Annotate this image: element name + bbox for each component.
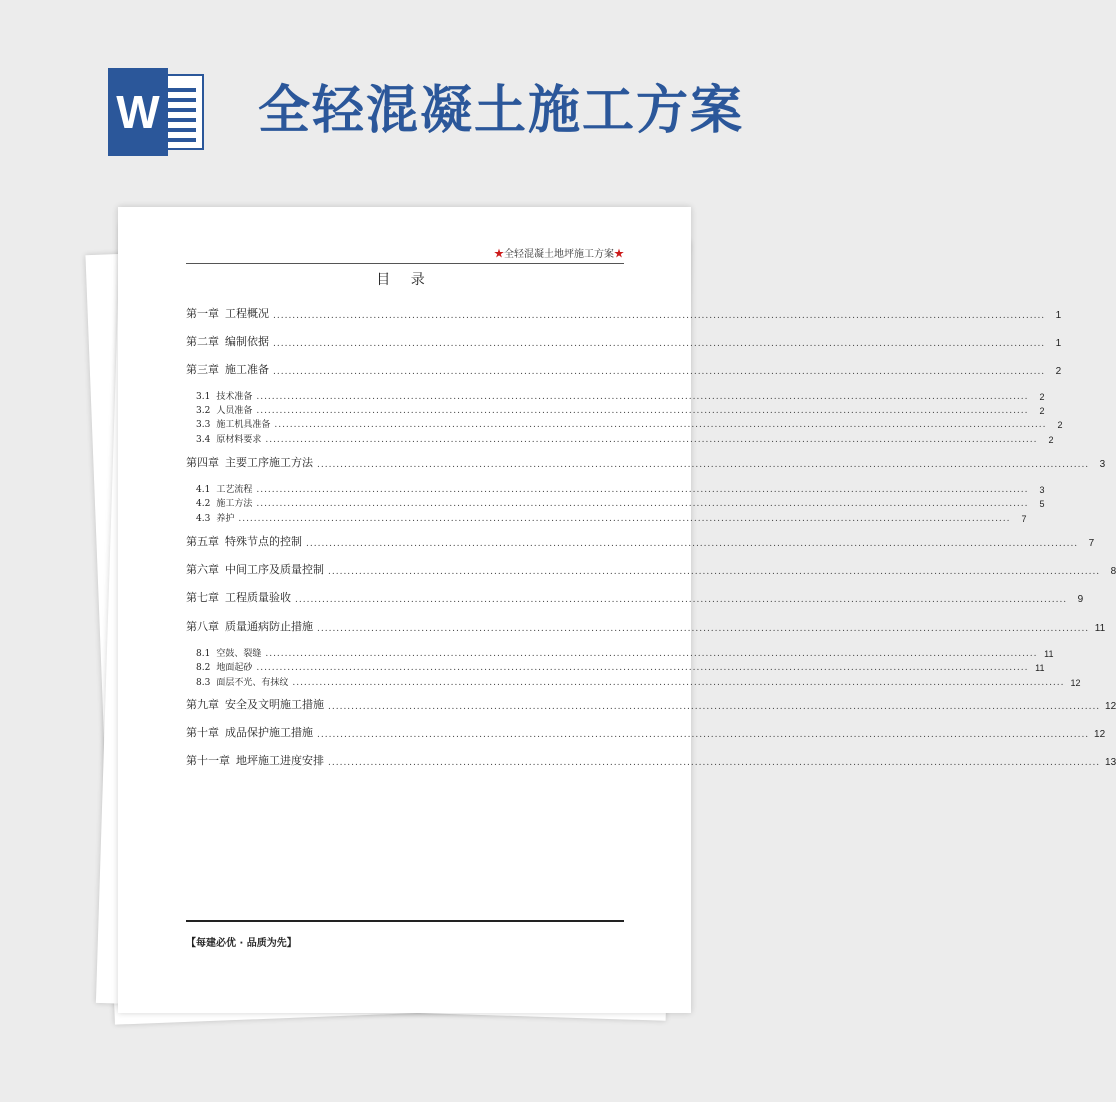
toc-page-number: 2 [1048, 435, 1054, 445]
toc-page-number: 2 [1039, 406, 1045, 416]
word-logo-letter: W [108, 68, 168, 156]
toc-leader-dots: ........................................................................................................................................................................................................ [256, 406, 1029, 416]
toc-page-number: 3 [1039, 485, 1045, 495]
toc-leader-dots: ........................................................................................................................................................................................................ [273, 367, 1046, 377]
toc-leader-dots: ........................................................................................................................................................................................................ [328, 758, 1101, 768]
toc-entry-title: 养护 [216, 514, 235, 524]
toc-entry[interactable] [186, 535, 1095, 549]
toc-leader-dots: ........................................................................................................................................................................................................ [317, 460, 1090, 470]
toc-entry[interactable] [186, 335, 1062, 349]
toc-entry-number: 第七章 [186, 591, 219, 604]
toc-entry[interactable] [196, 497, 1045, 509]
toc-page-number: 8 [1110, 566, 1116, 577]
toc-entry-number: 第六章 [186, 563, 219, 576]
banner [0, 0, 780, 200]
toc-entry[interactable] [186, 754, 1116, 768]
toc-entry[interactable] [186, 620, 1106, 634]
toc-entry-number: 第十章 [186, 726, 219, 739]
footer-divider [186, 920, 624, 922]
toc-entry-number: 4.2 [196, 499, 211, 509]
toc-entry-title: 地坪施工进度安排 [236, 754, 324, 767]
toc-leader-dots: ........................................................................................................................................................................................................ [273, 311, 1046, 321]
toc-leader-dots: ........................................................................................................................................................................................................ [256, 663, 1029, 673]
toc-entry-number: 4.3 [196, 514, 211, 524]
toc-page-number: 7 [1088, 538, 1095, 549]
toc-entry-number: 3.1 [196, 392, 211, 402]
toc-page-number: 3 [1099, 459, 1106, 470]
page-header [186, 247, 624, 264]
toc-entry[interactable] [186, 307, 1062, 321]
word-document-icon [108, 68, 208, 156]
toc-entry[interactable] [186, 591, 1084, 605]
toc-page-number: 2 [1039, 392, 1045, 402]
toc-entry-title: 工程质量验收 [225, 591, 291, 604]
toc-entry-title: 特殊节点的控制 [225, 535, 302, 548]
toc-entry-title: 编制依据 [225, 335, 269, 348]
toc-entry[interactable] [186, 456, 1106, 470]
toc-entry-title: 质量通病防止措施 [225, 620, 313, 633]
toc-leader-dots: ........................................................................................................................................................................................................ [328, 567, 1101, 577]
toc-entry[interactable] [196, 483, 1045, 495]
toc-leader-dots: ........................................................................................................................................................................................................ [265, 435, 1038, 445]
toc-leader-dots: ........................................................................................................................................................................................................ [306, 539, 1079, 549]
toc-entry[interactable] [196, 661, 1045, 673]
toc-entry-number: 8.2 [196, 663, 211, 673]
toc-entry-title: 人员准备 [216, 406, 253, 416]
toc-entry-number: 4.1 [196, 485, 211, 495]
toc-entry-title: 主要工序施工方法 [225, 456, 313, 469]
toc-page-number: 9 [1077, 594, 1084, 605]
toc-entry-title: 面层不光、有抹纹 [216, 678, 289, 688]
toc-page-number: 5 [1039, 499, 1045, 509]
toc-leader-dots: ........................................................................................................................................................................................................ [256, 485, 1029, 495]
toc-entry[interactable] [196, 512, 1027, 524]
toc-entry[interactable] [186, 363, 1062, 377]
toc-entry-title: 地面起砂 [216, 663, 253, 673]
toc-entry-title: 原材料要求 [216, 435, 262, 445]
toc-leader-dots: ........................................................................................................................................................................................................ [317, 730, 1090, 740]
toc-entry-number: 第九章 [186, 698, 219, 711]
toc-page-number: 2 [1057, 420, 1063, 430]
toc-entry-number: 第一章 [186, 307, 219, 320]
main-title: 全轻混凝土施工方案 [258, 81, 745, 141]
toc-page-number: 12 [1094, 729, 1106, 740]
toc-page-number: 12 [1070, 678, 1081, 688]
toc-leader-dots: ........................................................................................................................................................................................................ [317, 624, 1090, 634]
toc-leader-dots: ........................................................................................................................................................................................................ [292, 678, 1065, 688]
toc-leader-dots: ........................................................................................................................................................................................................ [328, 702, 1101, 712]
toc-entry-number: 8.3 [196, 678, 211, 688]
toc-entry-title: 工程概况 [225, 307, 269, 320]
toc-entry-title: 安全及文明施工措施 [225, 698, 324, 711]
toc-leader-dots: ........................................................................................................................................................................................................ [256, 499, 1029, 509]
document-page [118, 207, 1116, 1013]
toc-entry-title: 施工方法 [216, 499, 253, 509]
toc-entry-title: 技术准备 [216, 392, 253, 402]
toc-entry-title: 成品保护施工措施 [225, 726, 313, 739]
star-icon: ★ [494, 249, 504, 260]
toc-entry-title: 空鼓、裂缝 [216, 649, 262, 659]
toc-entry-number: 3.2 [196, 406, 211, 416]
toc-entry-number: 第四章 [186, 456, 219, 469]
toc-entry-number: 3.4 [196, 435, 211, 445]
toc-entry-number: 8.1 [196, 649, 211, 659]
toc-page-number: 11 [1044, 649, 1054, 659]
toc-entry-number: 第三章 [186, 363, 219, 376]
toc-entry[interactable] [186, 563, 1116, 577]
toc-entry[interactable] [186, 726, 1106, 740]
toc-leader-dots: ........................................................................................................................................................................................................ [256, 392, 1029, 402]
toc-entry-title: 工艺流程 [216, 485, 253, 495]
star-icon: ★ [614, 249, 624, 260]
page-header-text: 全轻混凝土地坪施工方案 [504, 249, 614, 260]
toc-page-number: 12 [1105, 701, 1116, 712]
toc-entry[interactable] [196, 676, 1081, 688]
toc-title: 目 录 [376, 272, 433, 288]
toc-page-number: 1 [1055, 338, 1062, 349]
toc-entry-number: 3.3 [196, 420, 211, 430]
footer-slogan: 【每建必优 · 品质为先】 [186, 938, 297, 949]
toc-page-number: 11 [1094, 623, 1106, 634]
toc-entry-title: 中间工序及质量控制 [225, 563, 324, 576]
toc-leader-dots: ........................................................................................................................................................................................................ [238, 514, 1011, 524]
toc-page-number: 13 [1105, 757, 1116, 768]
toc-page-number: 2 [1055, 366, 1062, 377]
toc-entry[interactable] [196, 390, 1045, 402]
toc-entry-number: 第二章 [186, 335, 219, 348]
toc-leader-dots: ........................................................................................................................................................................................................ [295, 595, 1068, 605]
toc-entry-number: 第五章 [186, 535, 219, 548]
toc-entry[interactable] [196, 433, 1054, 445]
toc-leader-dots: ........................................................................................................................................................................................................ [265, 649, 1038, 659]
toc-entry-title: 施工机具准备 [216, 420, 271, 430]
toc-entry[interactable] [196, 404, 1045, 416]
toc-entry-title: 施工准备 [225, 363, 269, 376]
toc-entry[interactable] [196, 418, 1063, 430]
toc-entry[interactable] [186, 698, 1116, 712]
toc-page-number: 7 [1021, 514, 1027, 524]
toc-leader-dots: ........................................................................................................................................................................................................ [273, 339, 1046, 349]
toc-entry[interactable] [196, 647, 1054, 659]
toc-page-number: 1 [1055, 310, 1062, 321]
toc-entry-number: 第八章 [186, 620, 219, 633]
toc-entry-number: 第十一章 [186, 754, 230, 767]
toc-leader-dots: ........................................................................................................................................................................................................ [274, 420, 1047, 430]
toc-page-number: 11 [1035, 663, 1045, 673]
